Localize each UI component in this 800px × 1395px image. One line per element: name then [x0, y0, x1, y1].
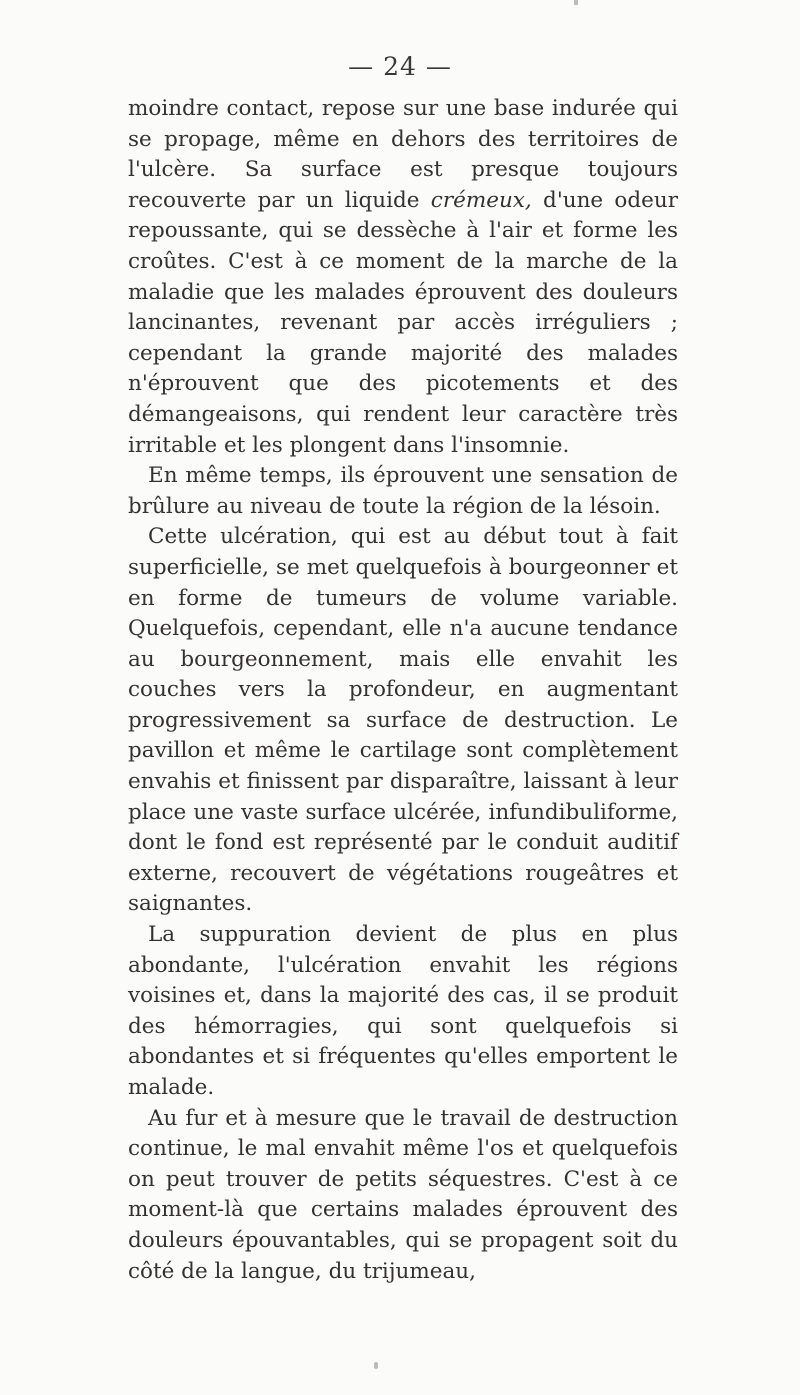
paragraph-text: moindre contact, repose sur une base indurée qui se propage, même en dehors des territoires de l'ulcère. Sa surface est presque toujours recouverte par un liquide — [128, 96, 678, 213]
paragraph-destruction: Au fur et à mesure que le travail de destruction continue, le mal envahit même l'os et quelquefois on peut trouver de petits séquestres. C'est à ce moment-là que certains malades éprouvent des douleurs épouvantables, qui se propagent soit du côté de la langue, du trijumeau, — [128, 1105, 678, 1284]
paragraph-continuation — [128, 94, 678, 461]
emphasized-term: crémeux, — [430, 187, 532, 213]
paragraph-burning-sensation: En même temps, ils éprouvent une sensation de brûlure au niveau de toute la région de la lésoin. — [128, 463, 678, 519]
page-edge-mark — [374, 1362, 378, 1369]
paragraph-ulceration: Cette ulcération, qui est au début tout à fait superficielle, se met quelquefois à bourgeonner et en forme de tumeurs de volume variable. Quelquefois, cependant, elle n'a aucune tendance au bourgeonnement, mais elle envahit les couches vers la profondeur, en augmentant progressivement sa surface de destruction. Le pavillon et même le cartilage sont complètement envahis et finissent par disparaître, laissant à leur place une vaste surface ulcérée, infundibuliforme, dont le fond est représenté par le conduit auditif externe, recouvert de végétations rougeâtres et saignantes. — [128, 524, 678, 917]
body-text — [128, 94, 678, 1287]
page-number: — 24 — — [348, 52, 452, 81]
paragraph-text: d'une odeur repoussante, qui se dessèche à l'air et forme les croûtes. C'est à ce moment de la marche de la maladie que les malades éprouvent des douleurs lancinantes, revenant par accès irréguliers ; cependant la grande majorité des malades n'éprouvent que des picotements et des démangeaisons, qui rendent leur caractère très irritable et les plongent dans l'insomnie. — [128, 187, 678, 458]
paragraph-suppuration: La suppuration devient de plus en plus abondante, l'ulcération envahit les régions voisines et, dans la majorité des cas, il se produit des hémorragies, qui sont quelquefois si abondantes et si fréquentes qu'elles emportent le malade. — [128, 922, 678, 1100]
page-edge-mark — [574, 0, 578, 5]
